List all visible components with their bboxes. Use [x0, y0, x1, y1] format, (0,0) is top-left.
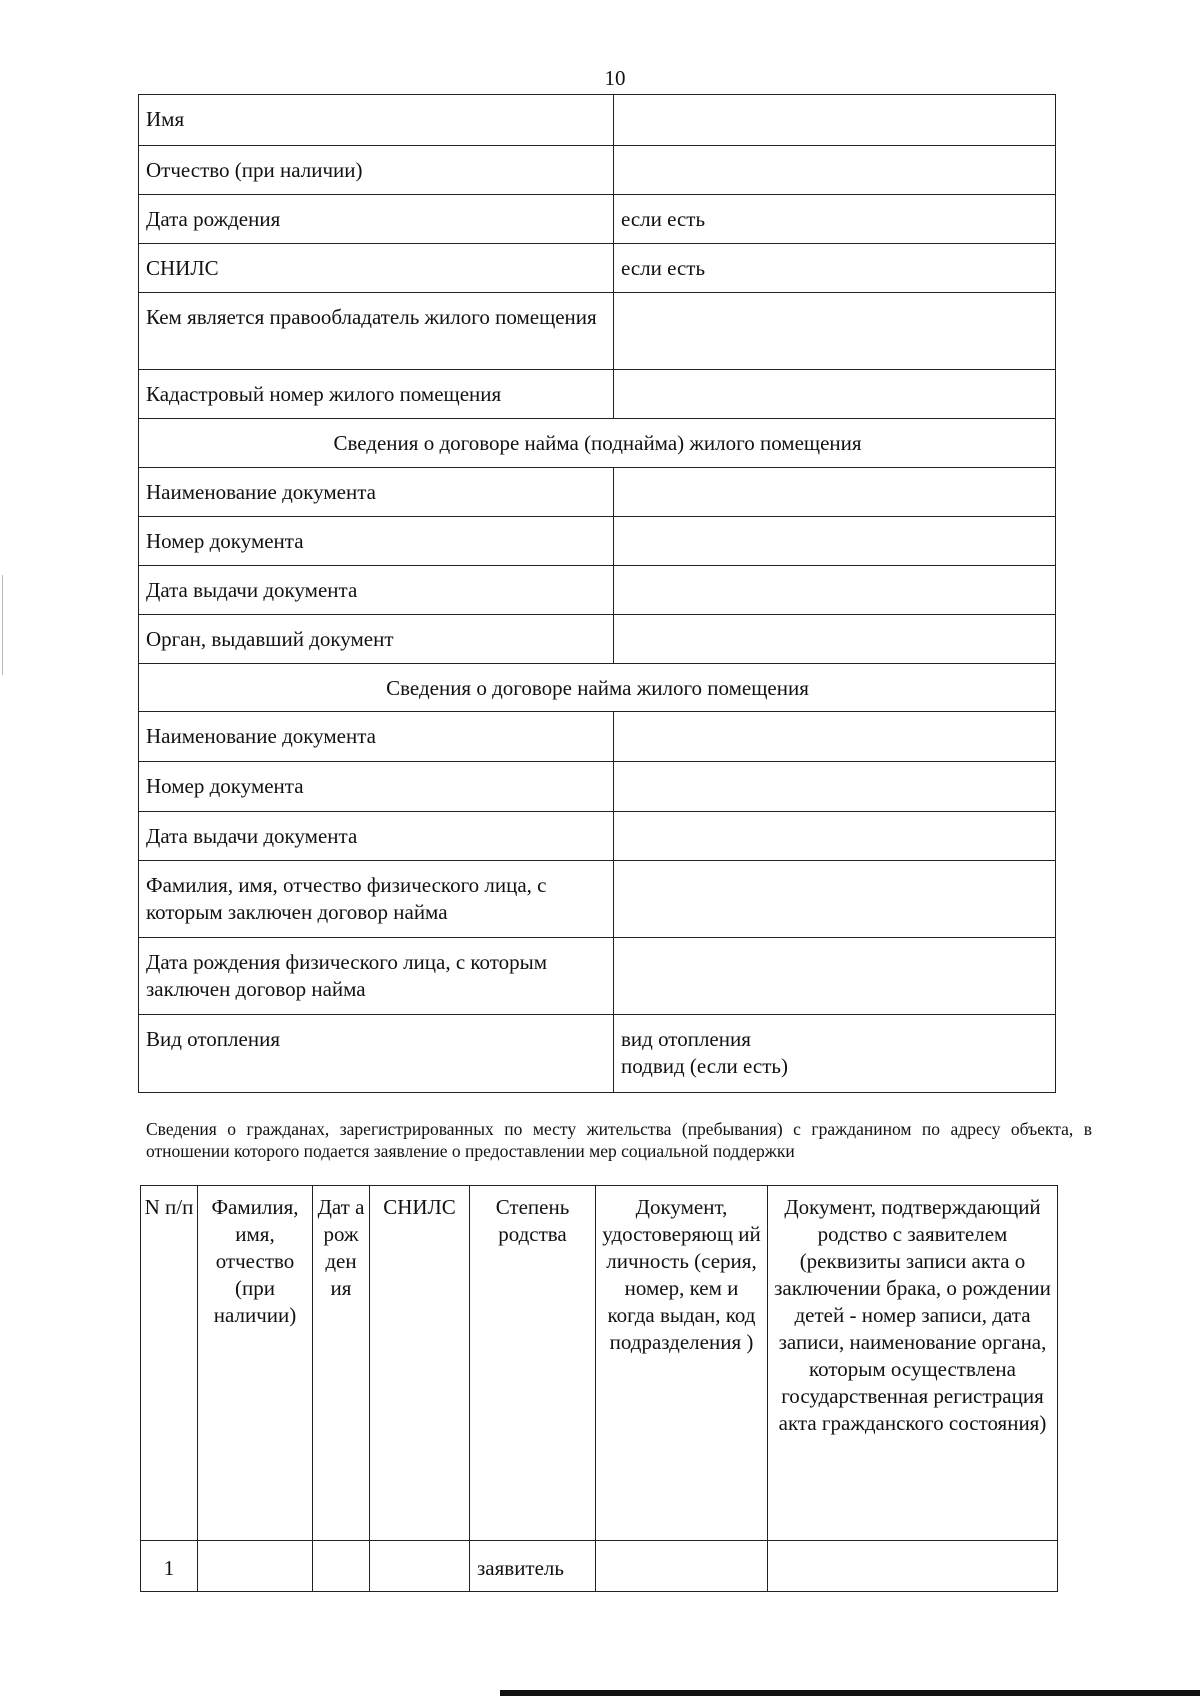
- row-value[interactable]: [614, 517, 1056, 566]
- row-label: Дата рождения: [139, 195, 614, 244]
- table-row: [139, 861, 1056, 938]
- row-label: Дата выдачи документа: [139, 566, 614, 615]
- row-label: Наименование документа: [139, 712, 614, 762]
- row-label: Дата выдачи документа: [139, 812, 614, 861]
- section-heading-lease: Сведения о договоре найма жилого помещения: [139, 664, 1056, 712]
- cell-birth-date[interactable]: [313, 1541, 370, 1592]
- row-value[interactable]: если есть: [614, 244, 1056, 293]
- cell-identity-document[interactable]: [596, 1541, 768, 1592]
- registered-citizens-table: [140, 1185, 1058, 1592]
- table-row: [139, 244, 1056, 293]
- row-label: Кем является правообладатель жилого помещения: [139, 293, 614, 370]
- registered-citizens-note: Сведения о гражданах, зарегистрированных по месту жительства (пребывания) с гражданином по адресу объекта, в отношении которого подается заявление о предоставлении мер социальной поддержки: [146, 1119, 1092, 1161]
- table-row: [139, 146, 1056, 195]
- row-value[interactable]: [614, 1015, 1056, 1093]
- table-header-row: [141, 1186, 1058, 1541]
- table-row: [139, 293, 1056, 370]
- row-label: Кадастровый номер жилого помещения: [139, 370, 614, 419]
- table-row: [139, 812, 1056, 861]
- row-value[interactable]: [614, 615, 1056, 664]
- heating-subtype-line: подвид (если есть): [621, 1054, 788, 1078]
- applicant-info-table: [138, 94, 1056, 1093]
- header-number: N п/п: [141, 1186, 198, 1541]
- row-label: Дата рождения физического лица, с которым заключен договор найма: [139, 938, 614, 1015]
- table-row: [139, 566, 1056, 615]
- row-value[interactable]: [614, 146, 1056, 195]
- row-value[interactable]: [614, 566, 1056, 615]
- header-identity-document: Документ, удостоверяющ ий личность (серия, номер, кем и когда выдан, код подразделения ): [596, 1186, 768, 1541]
- row-value[interactable]: [614, 861, 1056, 938]
- table-row: [139, 762, 1056, 812]
- header-full-name: Фамилия, имя, отчество (при наличии): [198, 1186, 313, 1541]
- row-value[interactable]: если есть: [614, 195, 1056, 244]
- row-label: Отчество (при наличии): [139, 146, 614, 195]
- section-header-row: [139, 419, 1056, 468]
- scan-edge-mark: [2, 575, 3, 675]
- row-value[interactable]: [614, 812, 1056, 861]
- row-label: Фамилия, имя, отчество физического лица, с которым заключен договор найма: [139, 861, 614, 938]
- row-value[interactable]: [614, 762, 1056, 812]
- header-birth-date: Дат а рож ден ия: [313, 1186, 370, 1541]
- table-row: [139, 468, 1056, 517]
- cell-snils[interactable]: [370, 1541, 470, 1592]
- table-row: [139, 195, 1056, 244]
- row-label: Орган, выдавший документ: [139, 615, 614, 664]
- table-row: [139, 1015, 1056, 1093]
- row-value[interactable]: [614, 938, 1056, 1015]
- row-value[interactable]: [614, 95, 1056, 146]
- row-label: Номер документа: [139, 762, 614, 812]
- table-row: [139, 370, 1056, 419]
- section-heading-sublease: Сведения о договоре найма (поднайма) жилого помещения: [139, 419, 1056, 468]
- table-row: [139, 938, 1056, 1015]
- table-row: [141, 1541, 1058, 1592]
- header-snils: СНИЛС: [370, 1186, 470, 1541]
- cell-relationship: заявитель: [470, 1541, 596, 1592]
- header-relationship: Степень родства: [470, 1186, 596, 1541]
- row-value[interactable]: [614, 468, 1056, 517]
- cell-number: 1: [141, 1541, 198, 1592]
- table-row: [139, 95, 1056, 146]
- row-label: Имя: [139, 95, 614, 146]
- heating-type-line: вид отопления: [621, 1027, 751, 1051]
- row-value[interactable]: [614, 370, 1056, 419]
- cell-kinship-document[interactable]: [768, 1541, 1058, 1592]
- row-label: Вид отопления: [139, 1015, 614, 1093]
- row-value[interactable]: [614, 712, 1056, 762]
- row-label: СНИЛС: [139, 244, 614, 293]
- row-value[interactable]: [614, 293, 1056, 370]
- table-row: [139, 615, 1056, 664]
- table-row: [139, 712, 1056, 762]
- row-label: Наименование документа: [139, 468, 614, 517]
- table-row: [139, 517, 1056, 566]
- section-header-row: [139, 664, 1056, 712]
- header-kinship-document: Документ, подтверждающий родство с заявителем (реквизиты записи акта о заключении брака, о рождении детей - номер записи, дата записи, наименование органа, которым осуществлена государственная регистрация акта гражданского состояния): [768, 1186, 1058, 1541]
- cell-full-name[interactable]: [198, 1541, 313, 1592]
- page-number: 10: [604, 66, 626, 90]
- scan-bottom-bar: [500, 1690, 1200, 1696]
- row-label: Номер документа: [139, 517, 614, 566]
